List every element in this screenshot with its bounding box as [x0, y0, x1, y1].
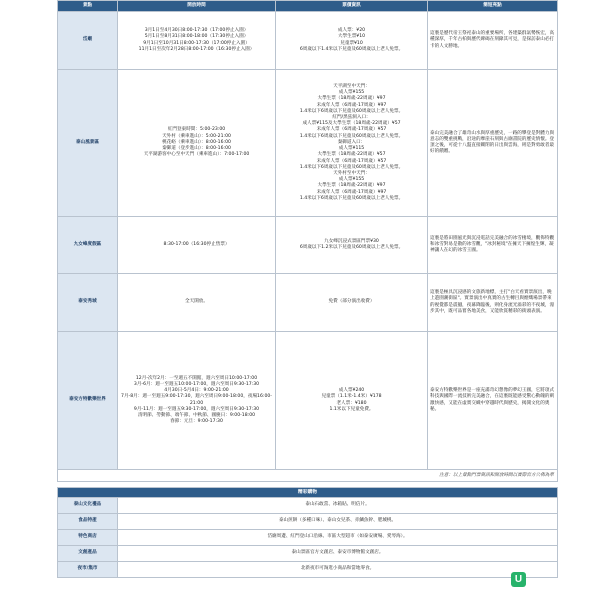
shopping-content: 岱廟周邊、紅門登山口沿線、市區大型超市（如泰安廣場、愛琴海）。 — [118, 530, 558, 546]
app-logo-icon: U — [511, 572, 526, 587]
note-row — [58, 470, 558, 482]
hours-cell: 3月1日至4月30日8:00-17:30（17:00停止入園） 5月1日至8月31日8:00-18:00（17:30停止入園） 9月1日至10月31日8:00-17:30（17:00停止入園） 11月1日至次年2月28日8:00-17:00（16:30停止入園） — [118, 12, 276, 70]
ticket-cell: 免費（部分演出收費） — [276, 274, 428, 332]
attractions-document — [57, 0, 557, 578]
table-row — [58, 12, 558, 70]
highlight-cell: 泰安方特歡樂世界是一座充滿奇幻想像的夢幻王國，它將項式科技與國際一流技術完美融合，在這裏既能感受驚心動魄的刺激快感，又能在虛實交織中穿越時代與歷史，揭開文化的奧秘。 — [428, 332, 558, 470]
table-row — [58, 546, 558, 562]
attractions-table — [57, 0, 558, 482]
shopping-header-row — [58, 488, 558, 498]
table-row — [58, 530, 558, 546]
shopping-table — [57, 487, 558, 578]
shopping-category: 夜市/集市 — [58, 562, 118, 578]
attraction-name: 岱廟 — [58, 12, 118, 70]
header-highlight: 簡短亮點 — [428, 1, 558, 12]
hours-cell: 紅門登東時間：5:00-23:00 天外村（乘車進山）：5:00-21:00 桃花峪（乘車進山）：8:00-16:00 秦御道（登步進山）：8:00-16:00 天平湖游客中心至中天門（乘車進山）：7:00-17:00 — [118, 70, 276, 217]
table-row — [58, 514, 558, 530]
ticket-cell: 成人票：¥20 大學生票¥10 兒童票¥10 6周歲以下1.4米以下兒童及60周歲以上老人免票。 — [276, 12, 428, 70]
price-note: 注意：以上景點門票資訊和開放時間以實際官方公佈為準 — [58, 470, 558, 482]
shopping-category: 文創產品 — [58, 546, 118, 562]
header-ticket: 票價資訊 — [276, 1, 428, 12]
shopping-content: 泰山景區官方文創店、泰安市博物館文創店。 — [118, 546, 558, 562]
highlight-cell: 這裏是歷代帝王祭祀泰山的重要場所，各建築群氣勢恢宏，高種深厚，千年古柏與歷代碑碣在刻錄其可見，是探訪泰山必打卡的人文勝地。 — [428, 12, 558, 70]
shopping-category: 特色商店 — [58, 530, 118, 546]
attractions-header-row — [58, 1, 558, 12]
shopping-content: 泰山石敢當、冰箱貼、明信片。 — [118, 498, 558, 514]
header-attraction: 景點 — [58, 1, 118, 12]
attraction-name: 泰安方特歡樂世界 — [58, 332, 118, 470]
highlight-cell: 泰山完美融合了雄奇山水與厚重歷史，一路的攀登是對體力與意志的雙重挑戰，沿途的摩崖石刻與古廟書院的歷史情懷。登頂之後，可從十八盤直接關閉的日出與雲海，則是對勇敢者最好的饋贈。 — [428, 70, 558, 217]
hours-cell: 8:30-17:00（16:30停止售票） — [118, 217, 276, 274]
shopping-content: 泰山煎餅（多種口味）、泰山女兒茶、赤鱗魚幹、肥城桃。 — [118, 514, 558, 530]
ticket-cell: 天平湖至中天門： 成人票¥155 大學生票（18周歲-22周歲）¥97 未成年人票（6周歲-17周歲）¥97 1.4米以下6周歲以下兒童及60周歲以上老人免票。 紅門/黑弦洞入口： 成人票¥115及大學生票（18周歲-22周歲）¥57 未成年人票（6周歲-17周歲）¥57 1.4米以下6周歲以下兒童及60周歲以上老人免票。 秦御道入口： 成人票¥115 大學生票（18周歲-22周歲）¥57 未成年人票（6周歲-17周歲）¥57 1.4米以下6周歲以下兒童及60周歲以上老人免票。 天外村至中天門： 成人票¥155 大學生票（18周歲-22周歲）¥97 未成年人票（6周歲-17周歲）¥97 1.4米以下6周歲以下兒童及60周歲以上老人免票。 — [276, 70, 428, 217]
shopping-category: 食品特產 — [58, 514, 118, 530]
table-row — [58, 562, 558, 578]
highlight-cell: 這裏是將田園風光與沉浸電話完美融合的冰雪棲境，觀佈特觀和冰雪對易是散的冰雪觀，"冰封秘境"在擁天下擁煌生輝，凝神讓人在幻的冰雪王國。 — [428, 217, 558, 274]
ticket-cell: 成人票¥240 兒童票（1.1米-1.4米）¥178 老人票：¥180 1.1米以下兒童免費。 — [276, 332, 428, 470]
header-hours: 開放時間 — [118, 1, 276, 12]
table-row — [58, 332, 558, 470]
ticket-cell: 九女峰沉浸式景區門票¥30 6周歲以下1.2米以下兒童及60周歲以上老人免票。 — [276, 217, 428, 274]
table-row — [58, 217, 558, 274]
highlight-cell: 這裏是極具沉浸感的文旅新地標，主打"白天看實景演出，晚上遊園潮街區"。實景演出中真實的古生轉目與煙熾場景帶來的視覺都是震撼，夜幕降臨後，則化身流光溢彩的不夜城，漫步其中，既可品嘗各地美食，又能欣賞精彩的街頭表演。 — [428, 274, 558, 332]
table-row — [58, 274, 558, 332]
shopping-category: 泰山文化禮品 — [58, 498, 118, 514]
table-row — [58, 498, 558, 514]
hours-cell: 全天開放。 — [118, 274, 276, 332]
attraction-name: 泰山風景區 — [58, 70, 118, 217]
attraction-name: 泰安秀城 — [58, 274, 118, 332]
shopping-section-title: 精彩購物 — [58, 488, 558, 498]
hours-cell: 12月-次年2月：一至週五不開館，週六至周日10:00-17:00 3月-6月：週一至週五10:00-17:00，週六至周日9:30-17:30 4月30日-5月4日：9:00-21:00 7月-8月：週一至週五9:00-17:30，週六至周日9:00-18:00，夜場16:00-21:00 9月-11月：週一至週五9:30-17:00，週六至周日9:30-17:30 清明節、勞動節、端午節、中秋節、國慶日：9:00-18:00 春節：元旦：9:00-17:30 — [118, 332, 276, 470]
table-row — [58, 70, 558, 217]
shopping-content: 北新夜市可淘逛小商品和當地零食。 — [118, 562, 558, 578]
attraction-name: 九女峰度假區 — [58, 217, 118, 274]
